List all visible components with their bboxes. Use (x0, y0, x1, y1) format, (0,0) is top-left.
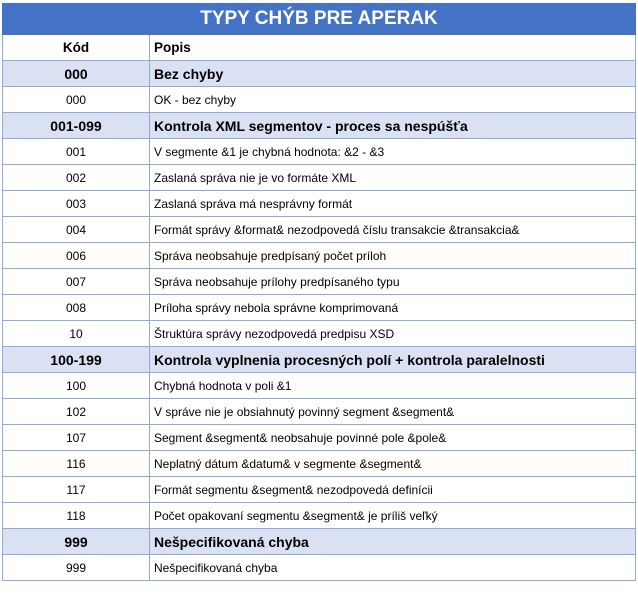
section-title: Kontrola vyplnenia procesných polí + kontrola paralelnosti (150, 347, 636, 373)
column-header-row (3, 35, 636, 61)
table-row (3, 269, 636, 295)
error-description: Neplatný dátum &datum& v segmente &segment& (150, 451, 636, 477)
error-code: 10 (3, 321, 150, 347)
table-row (3, 321, 636, 347)
section-title: Nešpecifikovaná chyba (150, 529, 636, 555)
error-description: Zaslaná správa nie je vo formáte XML (150, 165, 636, 191)
error-code: 001 (3, 139, 150, 165)
error-description: Príloha správy nebola správne komprimovaná (150, 295, 636, 321)
section-row (3, 61, 636, 87)
error-description: Zaslaná správa má nesprávny formát (150, 191, 636, 217)
table-body (3, 61, 636, 581)
table-row (3, 477, 636, 503)
table-row (3, 555, 636, 581)
table-row (3, 243, 636, 269)
error-code: 006 (3, 243, 150, 269)
section-code: 000 (3, 61, 150, 87)
section-code: 001-099 (3, 113, 150, 139)
table-row (3, 87, 636, 113)
section-row (3, 529, 636, 555)
error-code: 007 (3, 269, 150, 295)
error-code: 003 (3, 191, 150, 217)
error-code: 116 (3, 451, 150, 477)
table-row (3, 425, 636, 451)
error-description: Správa neobsahuje predpísaný počet príloh (150, 243, 636, 269)
table-row (3, 217, 636, 243)
error-description: Chybná hodnota v poli &1 (150, 373, 636, 399)
error-code: 999 (3, 555, 150, 581)
error-description: Segment &segment& neobsahuje povinné pole &pole& (150, 425, 636, 451)
error-code: 117 (3, 477, 150, 503)
column-header-code: Kód (3, 35, 150, 61)
section-row (3, 347, 636, 373)
table-row (3, 451, 636, 477)
error-description: Štruktúra správy nezodpovedá predpisu XSD (150, 321, 636, 347)
table-title-row (3, 4, 636, 35)
table-row (3, 503, 636, 529)
error-code: 004 (3, 217, 150, 243)
error-code: 008 (3, 295, 150, 321)
error-code: 102 (3, 399, 150, 425)
error-description: V segmente &1 je chybná hodnota: &2 - &3 (150, 139, 636, 165)
section-row (3, 113, 636, 139)
error-description: Správa neobsahuje prílohy predpísaného typu (150, 269, 636, 295)
table-title: TYPY CHÝB PRE APERAK (3, 4, 636, 35)
table-row (3, 399, 636, 425)
error-code: 118 (3, 503, 150, 529)
table-row (3, 165, 636, 191)
section-title: Bez chyby (150, 61, 636, 87)
table-row (3, 139, 636, 165)
table-row (3, 373, 636, 399)
column-header-description: Popis (150, 35, 636, 61)
error-description: Formát segmentu &segment& nezodpovedá definícii (150, 477, 636, 503)
error-code: 100 (3, 373, 150, 399)
error-description: Počet opakovaní segmentu &segment& je príliš veľký (150, 503, 636, 529)
error-description: Nešpecifikovaná chyba (150, 555, 636, 581)
table-row (3, 191, 636, 217)
section-code: 999 (3, 529, 150, 555)
error-description: V správe nie je obsiahnutý povinný segment &segment& (150, 399, 636, 425)
section-code: 100-199 (3, 347, 150, 373)
error-code: 107 (3, 425, 150, 451)
table-row (3, 295, 636, 321)
error-description: Formát správy &format& nezodpovedá číslu transakcie &transakcia& (150, 217, 636, 243)
error-code: 002 (3, 165, 150, 191)
error-types-table-container (2, 3, 635, 581)
section-title: Kontrola XML segmentov - proces sa nespúšťa (150, 113, 636, 139)
error-types-table (2, 3, 636, 581)
error-description: OK - bez chyby (150, 87, 636, 113)
error-code: 000 (3, 87, 150, 113)
